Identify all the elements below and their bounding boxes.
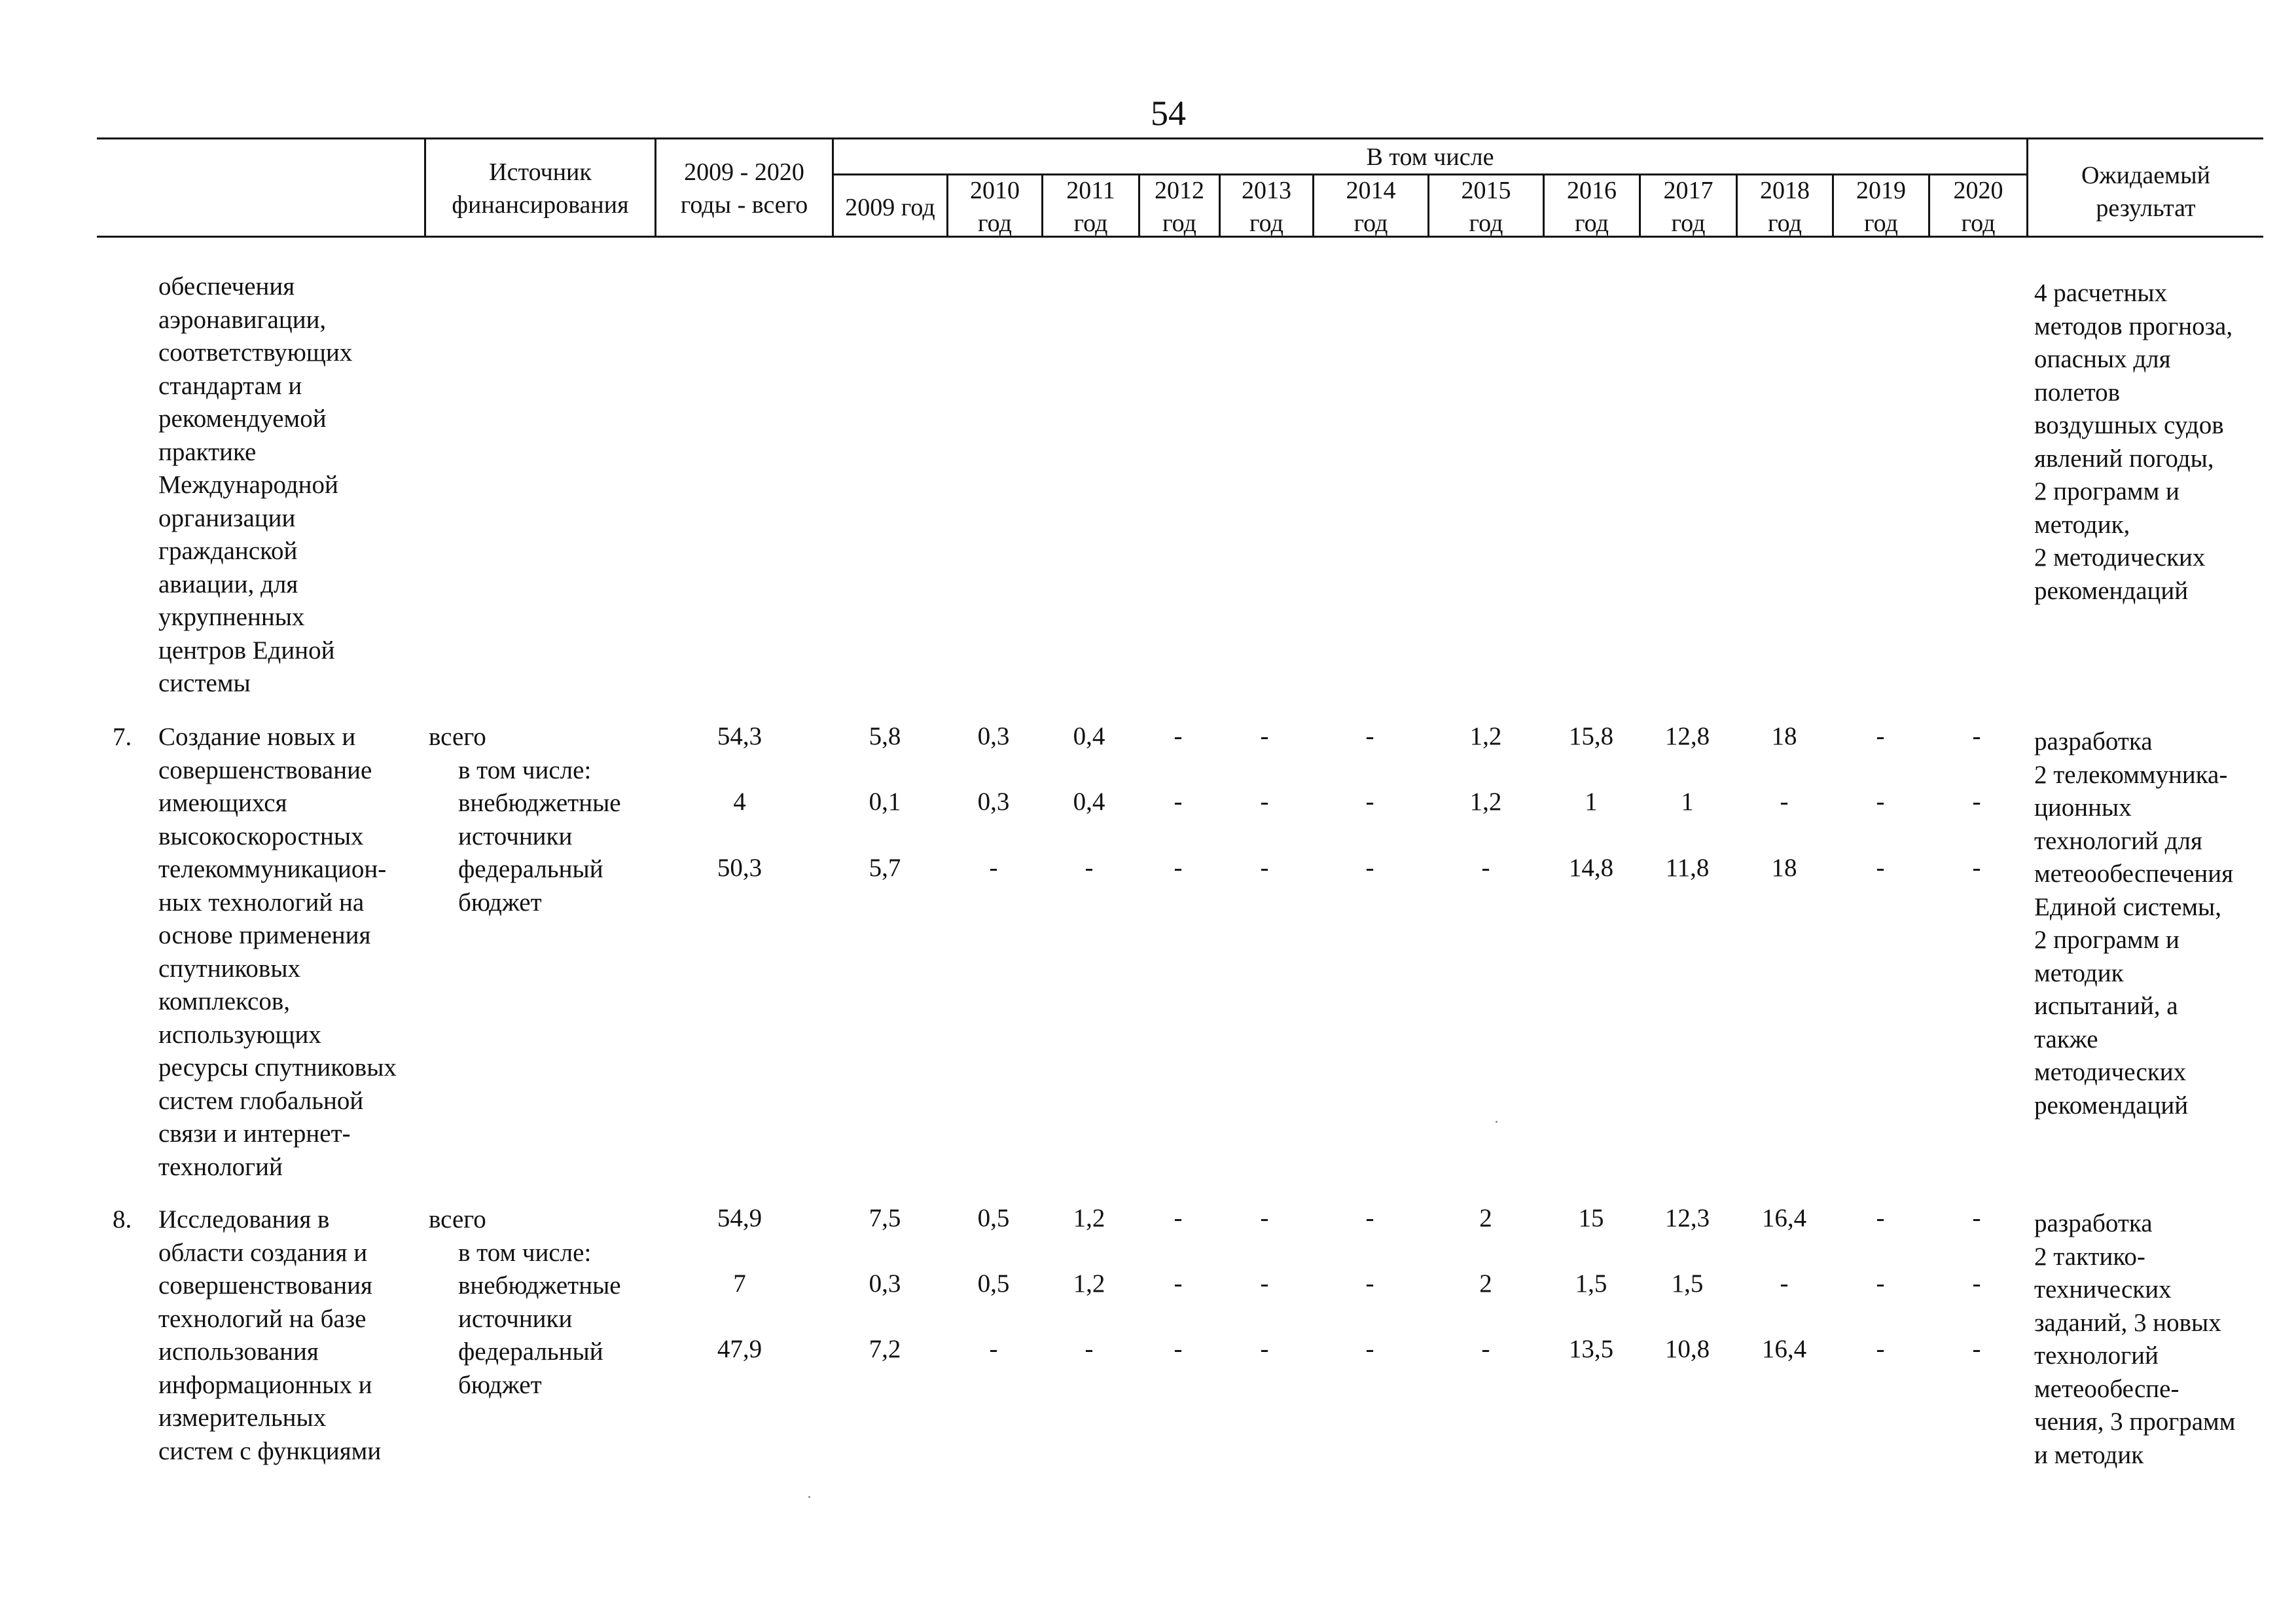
value-2009: 7,5: [869, 1204, 901, 1232]
value-2012: -: [1174, 722, 1183, 750]
value-2013: -: [1260, 788, 1269, 816]
value-2012: -: [1174, 1204, 1183, 1232]
header-year: 2018 год: [1760, 177, 1810, 237]
value-2015: 2: [1479, 1269, 1492, 1298]
value-2012: -: [1174, 854, 1183, 882]
value-2018: 18: [1771, 722, 1797, 750]
value-2014: -: [1365, 788, 1374, 816]
row-number: 7.: [113, 723, 132, 751]
value-2016: 15: [1578, 1204, 1604, 1232]
value-2016: 14,8: [1568, 854, 1614, 882]
header-year: 2016 год: [1567, 177, 1617, 237]
header-year: 2019 год: [1856, 177, 1906, 237]
header-result: Ожидаемый результат: [2081, 162, 2210, 222]
value-2009: 0,1: [869, 788, 901, 816]
measure-name: Создание новых и совершенствование имеющихся высокоскоростных телекоммуникацион- ных технологий на основе применения спутниковых комплексов, использующих ресурсы спутниковых систем глобальной связи и интернет- технологий: [158, 723, 397, 1181]
value-2012: -: [1174, 788, 1183, 816]
value-2018: 16,4: [1761, 1335, 1807, 1363]
row-number: 8.: [113, 1205, 132, 1233]
expected-result: разработка 2 телекоммуника- ционных технологий для метеообеспечения Единой системы, 2 программ и методик испытаний, а также методических рекомендаций: [2034, 727, 2234, 1120]
value-2016: 15,8: [1568, 722, 1614, 750]
value-2014: -: [1365, 1335, 1374, 1363]
value-total: 54,9: [717, 1204, 762, 1232]
value-2014: -: [1365, 1269, 1374, 1298]
value-2011: 0,4: [1073, 722, 1105, 750]
continued-measure-name: обеспечения аэронавигации, соответствующих стандартам и рекомендуемой практике Международной организации гражданской авиации, для укрупненных центров Единой системы: [158, 272, 353, 697]
value-2011: 1,2: [1073, 1269, 1105, 1298]
value-2017: 12,3: [1664, 1204, 1710, 1232]
scan-speck: [1496, 1121, 1498, 1123]
value-2015: 1,2: [1469, 722, 1502, 750]
header-year-2009: 2009 год: [845, 194, 935, 221]
value-2020: -: [1972, 1335, 1981, 1363]
header-year: 2012 год: [1155, 177, 1204, 237]
continued-expected-result: 4 расчетных методов прогноза, опасных для полетов воздушных судов явлений погоды, 2 программ и методик, 2 методических рекомендаций: [2034, 279, 2233, 605]
value-2013: -: [1260, 854, 1269, 882]
value-2014: -: [1365, 854, 1374, 882]
header-including: В том числе: [1366, 143, 1494, 171]
value-2009: 7,2: [869, 1335, 901, 1363]
scan-speck: [808, 1496, 810, 1498]
value-total: 47,9: [717, 1335, 762, 1363]
value-2017: 1: [1681, 788, 1694, 816]
header-year: 2020 год: [1953, 177, 2003, 237]
funding-source: всего в том числе: внебюджетные источники федеральный бюджет: [429, 1205, 621, 1399]
value-2018: -: [1780, 1269, 1789, 1298]
value-total: 54,3: [717, 722, 762, 750]
header-year: 2014 год: [1346, 177, 1396, 237]
header-total: 2009 - 2020 годы - всего: [680, 158, 808, 219]
value-2017: 11,8: [1665, 854, 1710, 882]
value-2020: -: [1972, 854, 1981, 882]
value-2019: -: [1876, 1269, 1885, 1298]
value-2015: -: [1481, 1335, 1490, 1363]
value-2010: 0,5: [977, 1204, 1010, 1232]
value-2015: -: [1481, 854, 1490, 882]
value-2009: 5,7: [869, 854, 901, 882]
value-2015: 1,2: [1469, 788, 1502, 816]
value-2011: 0,4: [1073, 788, 1105, 816]
value-2010: 0,3: [977, 722, 1010, 750]
page-number: 54: [1151, 94, 1186, 133]
value-2016: 13,5: [1568, 1335, 1614, 1363]
value-2010: 0,3: [977, 788, 1010, 816]
value-2012: -: [1174, 1269, 1183, 1298]
value-2011: -: [1085, 1335, 1094, 1363]
value-2019: -: [1876, 1204, 1885, 1232]
value-2018: 16,4: [1761, 1204, 1807, 1232]
header-year: 2011 год: [1066, 177, 1115, 237]
value-2019: -: [1876, 854, 1885, 882]
header-source: Источник финансирования: [452, 158, 629, 219]
value-2019: -: [1876, 722, 1885, 750]
value-2020: -: [1972, 788, 1981, 816]
value-2011: 1,2: [1073, 1204, 1105, 1232]
value-2014: -: [1365, 1204, 1374, 1232]
value-total: 4: [733, 788, 746, 816]
value-2010: 0,5: [977, 1269, 1010, 1298]
value-2010: -: [989, 1335, 998, 1363]
header-year: 2010 год: [970, 177, 1020, 237]
funding-source: всего в том числе: внебюджетные источники федеральный бюджет: [429, 723, 621, 917]
value-2013: -: [1260, 1269, 1269, 1298]
expected-result: разработка 2 тактико- технических заданий, 3 новых технологий метеообеспе- чения, 3 программ и методик: [2034, 1209, 2236, 1469]
value-2014: -: [1365, 722, 1374, 750]
value-2012: -: [1174, 1335, 1183, 1363]
value-2020: -: [1972, 722, 1981, 750]
value-2013: -: [1260, 1204, 1269, 1232]
value-total: 50,3: [717, 854, 762, 882]
value-2020: -: [1972, 1204, 1981, 1232]
value-2017: 1,5: [1671, 1269, 1704, 1298]
measure-name: Исследования в области создания и совершенствования технологий на базе использования информационных и измерительных систем с функциями: [158, 1205, 382, 1465]
value-2017: 12,8: [1664, 722, 1710, 750]
value-total: 7: [733, 1269, 746, 1298]
value-2018: -: [1780, 788, 1789, 816]
value-2013: -: [1260, 722, 1269, 750]
header-year: 2017 год: [1663, 177, 1713, 237]
value-2013: -: [1260, 1335, 1269, 1363]
header-top-rule: [97, 137, 2263, 139]
value-2011: -: [1085, 854, 1094, 882]
header-year: 2015 год: [1461, 177, 1511, 237]
value-2009: 5,8: [869, 722, 901, 750]
value-2015: 2: [1479, 1204, 1492, 1232]
value-2020: -: [1972, 1269, 1981, 1298]
value-2017: 10,8: [1664, 1335, 1710, 1363]
header-year: 2013 год: [1242, 177, 1291, 237]
value-2018: 18: [1771, 854, 1797, 882]
value-2010: -: [989, 854, 998, 882]
value-2009: 0,3: [869, 1269, 901, 1298]
value-2016: 1: [1585, 788, 1598, 816]
value-2019: -: [1876, 1335, 1885, 1363]
value-2019: -: [1876, 788, 1885, 816]
value-2016: 1,5: [1575, 1269, 1607, 1298]
